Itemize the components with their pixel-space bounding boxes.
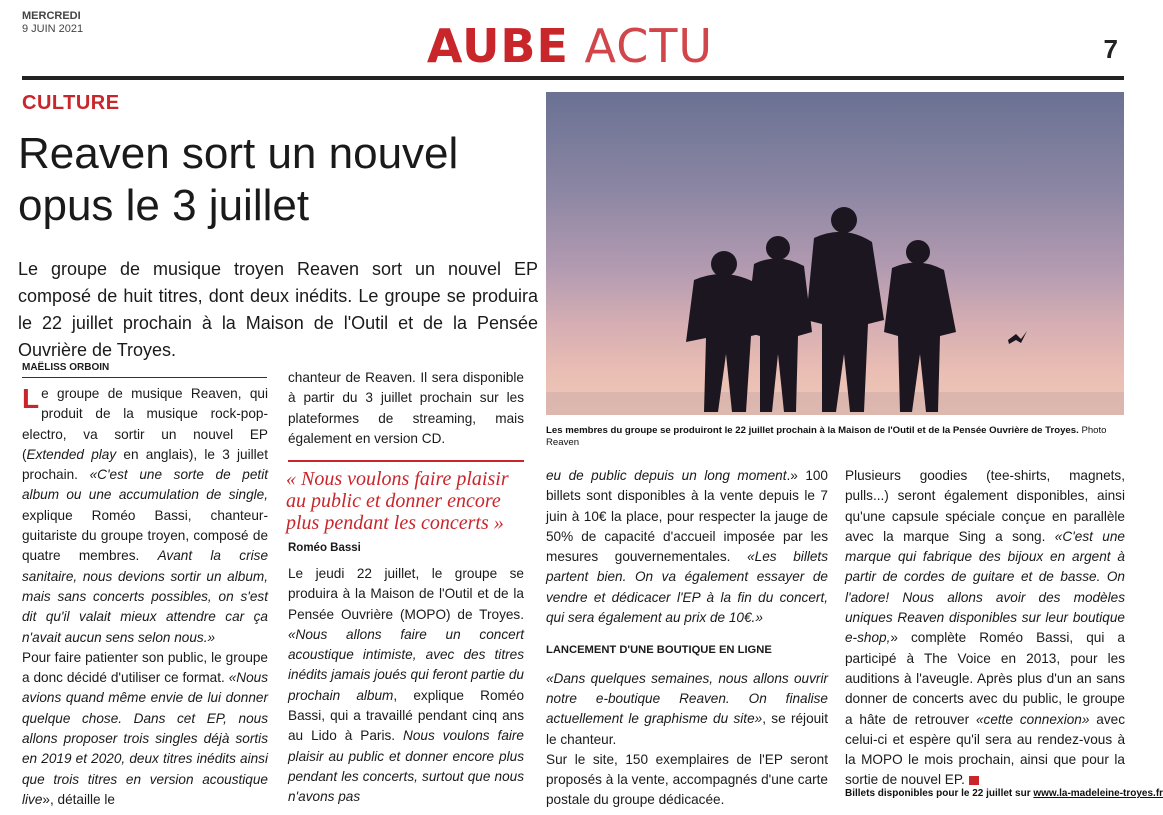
article-column-3 — [546, 466, 828, 811]
quote-rule — [288, 460, 524, 462]
article-column-4 — [845, 466, 1125, 791]
text-italic: «cette connexion» — [975, 711, 1090, 727]
ticket-info — [845, 788, 1163, 799]
text: e groupe de musique Reaven, qui produit de la musique rock-pop-electro, va sortir un nouvel EP ( — [22, 386, 268, 462]
text-italic: «Nous allons faire un concert acoustique intimiste, avec des titres inédits jamais joués qui feront partie du prochain album — [288, 626, 524, 703]
header-rule — [22, 76, 1124, 80]
lead-paragraph: Le groupe de musique troyen Reaven sort un nouvel EP composé de huit titres, dont deux inédits. Le groupe se produira le 22 juillet prochain à la Maison de l'Outil et de la Pensée Ouvrière de Troyes. — [18, 259, 538, 360]
dropcap: L — [22, 383, 40, 414]
date-label: 9 JUIN 2021 — [22, 23, 84, 35]
col3-paragraph-1 — [546, 466, 828, 628]
col1-paragraph-2 — [22, 648, 268, 810]
text: » complète Roméo Bassi, qui a participé à The Voice en 2013, pour les auditions à l'aveugle. Après plus d'un an sans donner de concerts avec du public, le groupe a hâte de retrouver — [845, 630, 1125, 727]
col4-paragraph-1 — [845, 466, 1125, 791]
masthead-aube: AUBE — [426, 19, 569, 73]
text-italic: «Dans quelques semaines, nous allons ouvrir notre e-boutique Reaven. On finalise actuellement le graphisme du site» — [546, 670, 828, 727]
end-of-article-mark — [969, 776, 979, 785]
band-photo — [546, 92, 1124, 415]
text: Plusieurs goodies (tee-shirts, magnets, pulls...) seront également disponibles, ainsi qu'une capsule spéciale conçue en parallèle avec la marque Sing a song. — [845, 468, 1125, 544]
col2-paragraph-2 — [288, 564, 524, 808]
ticket-info-text: Billets disponibles pour le 22 juillet sur — [845, 788, 1034, 799]
byline: MAËLISS ORBOIN — [22, 362, 267, 378]
col3-paragraph-2 — [546, 669, 828, 750]
text: , explique Roméo Bassi, qui a travaillé pendant cinq ans au Lido à Paris. — [288, 687, 524, 744]
text: Le jeudi 22 juillet, le groupe se produira à la Maison de l'Outil et de la Pensée Ouvrière (MOPO) de Troyes. — [288, 566, 524, 622]
col2-paragraph-1: chanteur de Reaven. Il sera disponible à partir du 3 juillet prochain sur les plateformes de streaming, mais également en version CD. — [288, 370, 524, 446]
article-column-2-top — [288, 368, 524, 449]
band-silhouette-image — [546, 92, 1124, 415]
text-italic: Nous voulons faire plaisir au public et donner encore plus pendant les concerts, surtout que nous n'avons pas — [288, 728, 524, 805]
text: , se réjouit le chanteur. — [546, 711, 828, 747]
text: Pour faire patienter son public, le groupe a donc décidé d'utiliser ce format. — [22, 649, 268, 686]
text: », détaille le — [42, 791, 115, 807]
text-italic: «C'est une sorte de petit album ou une accumulation de single, — [22, 467, 268, 503]
page-number: 7 — [1103, 34, 1118, 64]
text-italic: eu de public depuis un long moment — [546, 468, 787, 483]
text-italic: «Les billets partent bien. On va également essayer de vendre et dédicacer l'EP à la fin du concert, qui sera également au prix de 10€.» — [546, 549, 828, 626]
pull-quote: « Nous voulons faire plaisir au public et donner encore plus pendant les concerts » — [286, 468, 509, 534]
section-label: CULTURE — [22, 92, 120, 114]
text-italic: Avant la crise sanitaire, nous devions sortir un album, mais sans concerts possibles, on s'est dit qu'il valait mieux attendre car ça n'avait aucun sens selon nous.» — [22, 548, 268, 645]
text: explique Roméo Bassi, chanteur-guitariste du groupe troyen, composé de quatre membres. — [22, 507, 268, 564]
text-italic: Extended play — [26, 446, 117, 462]
text-italic: «C'est une marque qui fabrique des bijoux en argent à partir de cordes de guitare et de basse. On l'adore! Nous allons avoir des modèles uniques Reaven disponibles sur leur boutique e-shop, — [845, 528, 1125, 646]
pull-quote-author: Roméo Bassi — [288, 542, 361, 554]
masthead-actu: ACTU — [584, 19, 714, 73]
col1-paragraph-1 — [22, 384, 268, 648]
masthead — [0, 18, 1140, 74]
headline: Reaven sort un nouvel opus le 3 juillet — [18, 129, 459, 230]
col3-paragraph-3: Sur le site, 150 exemplaires de l'EP seront proposés à la vente, accompagnés d'une carte postale du groupe dédicacée. — [546, 751, 828, 808]
caption-text: Les membres du groupe se produiront le 22 juillet prochain à la Maison de l'Outil et de la Pensée Ouvrière de Troyes. — [546, 425, 1079, 436]
article-column-1 — [22, 384, 268, 810]
text: en anglais), le 3 juillet prochain. — [22, 446, 268, 483]
subheading: LANCEMENT D'UNE BOUTIQUE EN LIGNE — [546, 644, 772, 657]
caption-credit: Photo Reaven — [546, 425, 1107, 448]
text: avec celui-ci et espère qu'il sera au rendez-vous à la MOPO le mois prochain, ainsi que pour la sortie de nouvel EP. — [845, 711, 1125, 788]
text: .» 100 billets sont disponibles à la vente depuis le 7 juin à 10€ la place, pour respecter la jauge de 50% de capacité d'accueil imposée par les mesures gouvernementales. — [546, 468, 828, 565]
photo-caption — [546, 425, 1124, 449]
day-label: MERCREDI — [22, 10, 81, 22]
article-column-2-bottom — [288, 564, 524, 808]
ticket-link[interactable]: www.la-madeleine-troyes.fr — [1033, 788, 1163, 799]
text-italic: «Nous avions quand même envie de lui donner quelque chose. Dans cet EP, nous allons proposer trois singles déjà sortis en 2019 et 2020, deux titres inédits ainsi que trois titres en version acoustique live — [22, 670, 268, 807]
